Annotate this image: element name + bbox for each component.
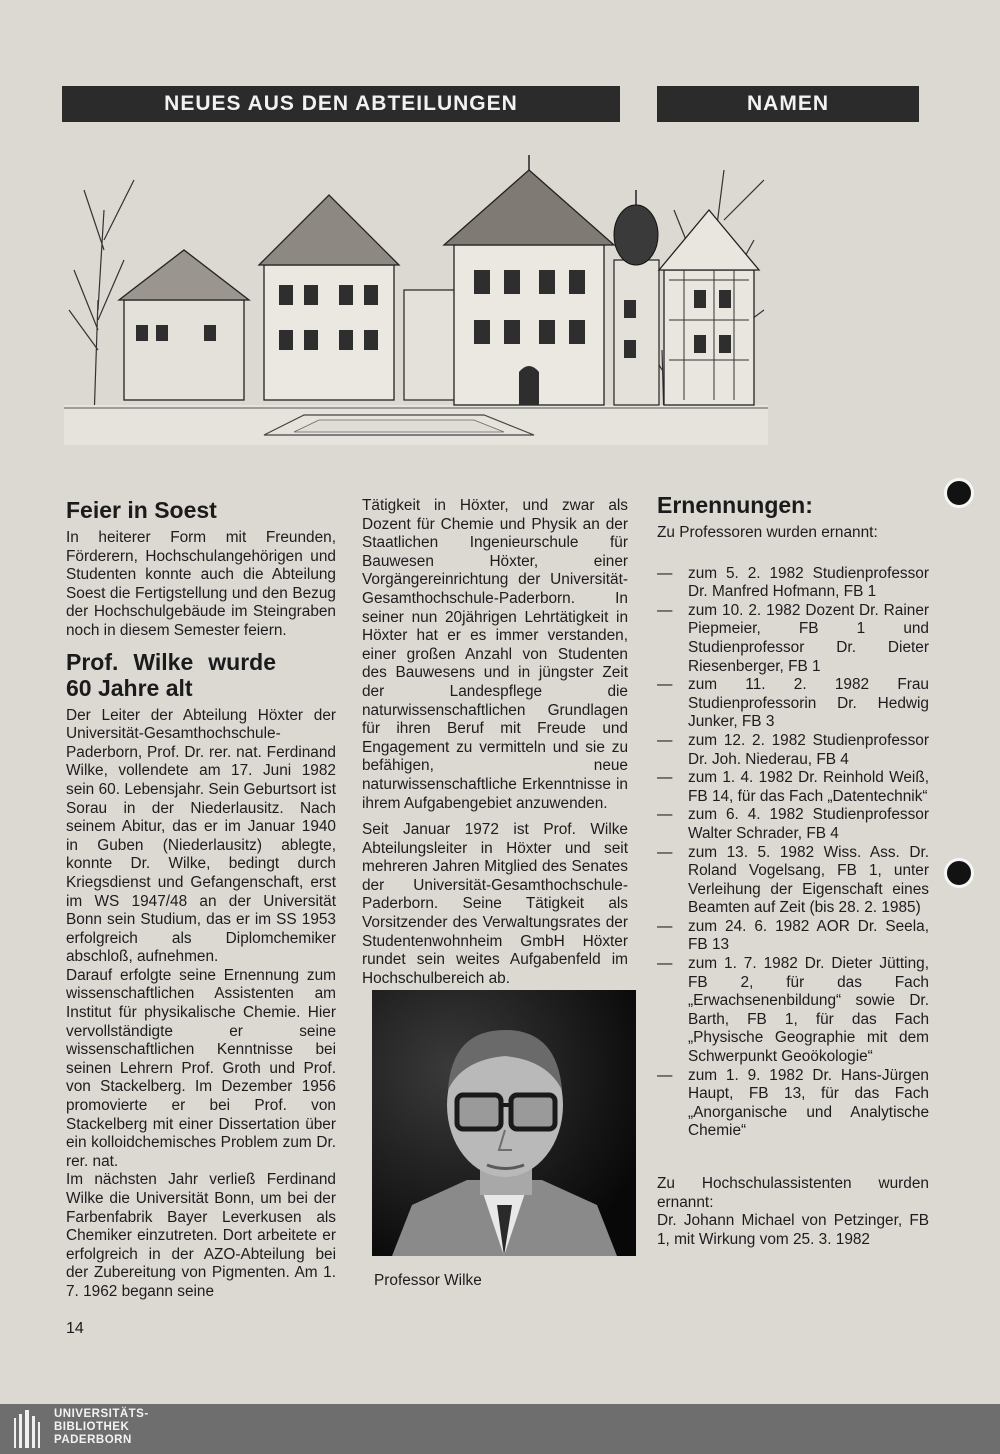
appointment-item: — zum 1. 4. 1982 Dr. Reinhold Weiß, FB 14, für das Fach „Datentechnik“: [657, 769, 929, 806]
punch-hole-bottom: [944, 858, 974, 888]
appointment-item: — zum 5. 2. 1982 Studienprofessor Dr. Manfred Hofmann, FB 1: [657, 565, 929, 602]
assistants-text: Dr. Johann Michael von Petzinger, FB 1, mit Wirkung vom 25. 3. 1982: [657, 1212, 929, 1248]
appointment-item: — zum 24. 6. 1982 AOR Dr. Seela, FB 13: [657, 918, 929, 955]
library-name-line-1: UNIVERSITÄTS-: [54, 1408, 149, 1420]
appointment-item: — zum 12. 2. 1982 Studienprofessor Dr. Joh. Niederau, FB 4: [657, 732, 929, 769]
library-footer: [0, 1404, 1000, 1454]
appointments-list: [657, 565, 929, 1141]
paragraph-wilke-5: Seit Januar 1972 ist Prof. Wilke Abteilungsleiter in Höxter und seit mehreren Jahren Mitglied des Senates der Universität-Gesamthochschule-Paderborn. Seine Tätigkeit als Vorsitzender des Verwaltungsrates der Studentenwohnheim GmbH Höxter rundet sein weites Aufgabenfeld im Hochschulbereich ab.: [362, 821, 628, 987]
heading-prof-wilke: Prof. Wilke wurde 60 Jahre alt: [66, 648, 276, 701]
library-logo-icon: [12, 1410, 44, 1448]
names-title: NAMEN: [747, 92, 829, 115]
column-right: [657, 492, 929, 1249]
library-name-line-3: PADERBORN: [54, 1434, 132, 1446]
section-title: NEUES AUS DEN ABTEILUNGEN: [164, 92, 518, 115]
professors-intro: Zu Professoren wurden ernannt:: [657, 524, 878, 541]
assistants-intro: Zu Hochschulassistenten wurden ernannt:: [657, 1175, 929, 1211]
appointment-item: — zum 11. 2. 1982 Frau Studienprofessorin Dr. Hedwig Junker, FB 3: [657, 676, 929, 732]
appointment-item: — zum 10. 2. 1982 Dozent Dr. Rainer Piepmeier, FB 1 und Studienprofessor Dr. Dieter Riesenberger, FB 1: [657, 602, 929, 676]
paragraph-wilke-1: Der Leiter der Abteilung Höxter der Universität-Gesamthochschule-Paderborn, Prof. Dr. rer. nat. Ferdinand Wilke, vollendete am 17. Juni 1982 sein 60. Lebensjahr. Sein Geburtsort ist Sorau in der Niederlausitz. Nach seinem Abitur, das er im Januar 1940 in Guben (Niederlausitz) ablegte, konnte Dr. Wilke, bedingt durch Kriegsdienst und Gefangenschaft, erst im WS 1947/48 an der Universität Bonn sein Studium, das er im SS 1953 erfolgreich als Diplomchemiker abschloß, aufnehmen.: [66, 706, 336, 966]
photo-caption: Professor Wilke: [374, 1272, 482, 1289]
column-left: [66, 497, 336, 1302]
paragraph-wilke-2: Darauf erfolgte seine Ernennung zum wissenschaftlichen Assistenten am Institut für physikalische Chemie. Hier vervollständigte er seine wissenschaftlichen Kenntnisse bei seinen Lehrern Prof. Groth und Prof. von Stackelberg. Im Dezember 1956 promovierte er bei Prof. von Stackelberg mit einer Dissertation über ein kolloidchemisches Problem zum Dr. rer. nat.: [66, 966, 336, 1170]
paragraph-wilke-3: Im nächsten Jahr verließ Ferdinand Wilke die Universität Bonn, um bei der Farbenfabrik Bayer Leverkusen als Chemiker einzutreten. Dort arbeitete er erfolgreich in der AZO-Abteilung bei der Zubereitung von Pigmenten. Am 1. 7. 1962 begann seine: [66, 1171, 336, 1300]
portrait-photo: [372, 990, 636, 1256]
column-middle: [362, 497, 628, 988]
heading-ernennungen: Ernennungen:: [657, 492, 813, 518]
library-name: [54, 1408, 149, 1447]
appointment-item: — zum 6. 4. 1982 Studienprofessor Walter Schrader, FB 4: [657, 806, 929, 843]
names-header-bar: [657, 86, 919, 122]
heading-feier-in-soest: Feier in Soest: [66, 497, 217, 523]
building-illustration: [64, 150, 768, 445]
appointment-item: — zum 1. 9. 1982 Dr. Hans-Jürgen Haupt, FB 13, für das Fach „Anorganische und Analytische Chemie“: [657, 1067, 929, 1141]
page-number: 14: [66, 1320, 84, 1337]
library-name-line-2: BIBLIOTHEK: [54, 1421, 130, 1433]
paragraph-wilke-4: Tätigkeit in Höxter, und zwar als Dozent für Chemie und Physik an der Staatlichen Ingenieurschule für Bauwesen Höxter, einer Vorgängereinrichtung der Universität-Gesamthochschule-Paderborn. In seiner nun 20jährigen Lehrtätigkeit in Höxter hat er es immer verstanden, einer großen Anzahl von Studenten des Bauwesens und in jüngster Zeit der Landespflege die naturwissenschaftlichen Grundlagen für ihren Beruf mit Freude und Engagement zu vermitteln und sie zu befähigen, neue naturwissenschaftliche Erkenntnisse in ihrem Aufgabengebiet anzuwenden.: [362, 497, 628, 812]
appointment-item: — zum 13. 5. 1982 Wiss. Ass. Dr. Roland Vogelsang, FB 1, unter Verleihung der Eigenschaft eines Beamten auf Zeit (bis 28. 2. 1985): [657, 844, 929, 918]
punch-hole-top: [944, 478, 974, 508]
section-header-bar: [62, 86, 620, 122]
appointment-item: — zum 1. 7. 1982 Dr. Dieter Jütting, FB 2, für das Fach „Erwachsenenbildung“ sowie Dr. Barth, FB 1, für das Fach „Physische Geographie mit dem Schwerpunkt Geoökologie“: [657, 955, 929, 1067]
paragraph-feier: In heiterer Form mit Freunden, Förderern, Hochschulangehörigen und Studenten konnte auch die Abteilung Soest die Fertigstellung und den Bezug der Hochschulgebäude im Steingraben noch in diesem Semester feiern.: [66, 529, 336, 639]
